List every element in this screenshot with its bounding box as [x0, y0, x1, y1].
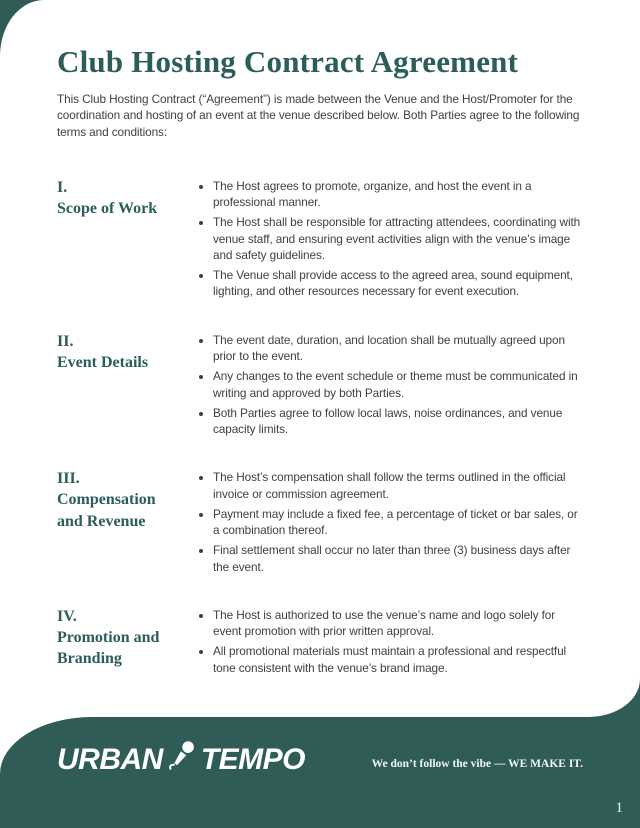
bullet-item: • The Host shall be responsible for attracting attendees, coordinating with venue staff, and ensuring event activities align with the venue’s image and safety guidelines.: [213, 214, 583, 263]
bullet-item: • The Host is authorized to use the venue’s name and logo solely for event promotion with prior written approval.: [213, 607, 583, 640]
section-title: Compensation and Revenue: [57, 491, 156, 530]
bullet-item: • The event date, duration, and location shall be mutually agreed upon prior to the event.: [213, 332, 583, 365]
section-bullet-list: [198, 607, 583, 680]
section-title: Event Details: [57, 353, 149, 371]
brand-name-left: URBAN: [57, 743, 163, 776]
brand-logo: [57, 743, 305, 777]
contract-section: [57, 606, 583, 680]
section-bullet-list: [198, 332, 583, 442]
section-title: Scope of Work: [57, 200, 158, 217]
bullet-item: • Any changes to the event schedule or theme must be communicated in writing and approved by both Parties.: [213, 368, 583, 401]
contract-section: [57, 468, 583, 579]
brand-name-right: TEMPO: [200, 743, 305, 776]
bullet-item: • The Host’s compensation shall follow the terms outlined in the official invoice or commission agreement.: [213, 469, 583, 502]
page-title: Club Hosting Contract Agreement: [57, 44, 519, 79]
section-numeral: I.: [57, 178, 68, 196]
bullet-item: • Payment may include a fixed fee, a percentage of ticket or bar sales, or a combination thereof.: [213, 506, 583, 539]
bullet-item: • Final settlement shall occur no later than three (3) business days after the event.: [213, 542, 583, 575]
contract-section: [57, 331, 583, 442]
section-numeral: III.: [57, 470, 80, 488]
contract-sections: [57, 177, 583, 680]
contract-section: [57, 177, 583, 304]
section-numeral: IV.: [57, 607, 77, 625]
section-heading: [57, 468, 169, 579]
section-numeral: II.: [57, 332, 74, 350]
section-heading: [57, 606, 169, 680]
section-bullet-list: [198, 178, 583, 304]
bullet-item: • All promotional materials must maintain a professional and respectful tone consistent with the venue’s brand image.: [213, 643, 583, 676]
section-title: Promotion and Branding: [57, 629, 160, 668]
bullet-item: • The Venue shall provide access to the agreed area, sound equipment, lighting, and other resources necessary for event execution.: [213, 267, 583, 300]
section-heading: [57, 177, 169, 304]
microphone-icon: [169, 737, 195, 777]
bullet-item: • Both Parties agree to follow local laws, noise ordinances, and venue capacity limits.: [213, 405, 583, 438]
section-bullet-list: [198, 469, 583, 579]
footer: [0, 717, 640, 828]
intro-paragraph: This Club Hosting Contract (“Agreement”) is made between the Venue and the Host/Promoter for the coordination and hosting of an event at the venue described below. Both Parties agree to the following terms and conditions:: [57, 91, 580, 140]
footer-tagline: We don’t follow the vibe — WE MAKE IT.: [371, 758, 583, 770]
page-number: 1: [615, 800, 623, 816]
bullet-item: • The Host agrees to promote, organize, and host the event in a professional manner.: [213, 178, 583, 211]
section-heading: [57, 331, 169, 442]
